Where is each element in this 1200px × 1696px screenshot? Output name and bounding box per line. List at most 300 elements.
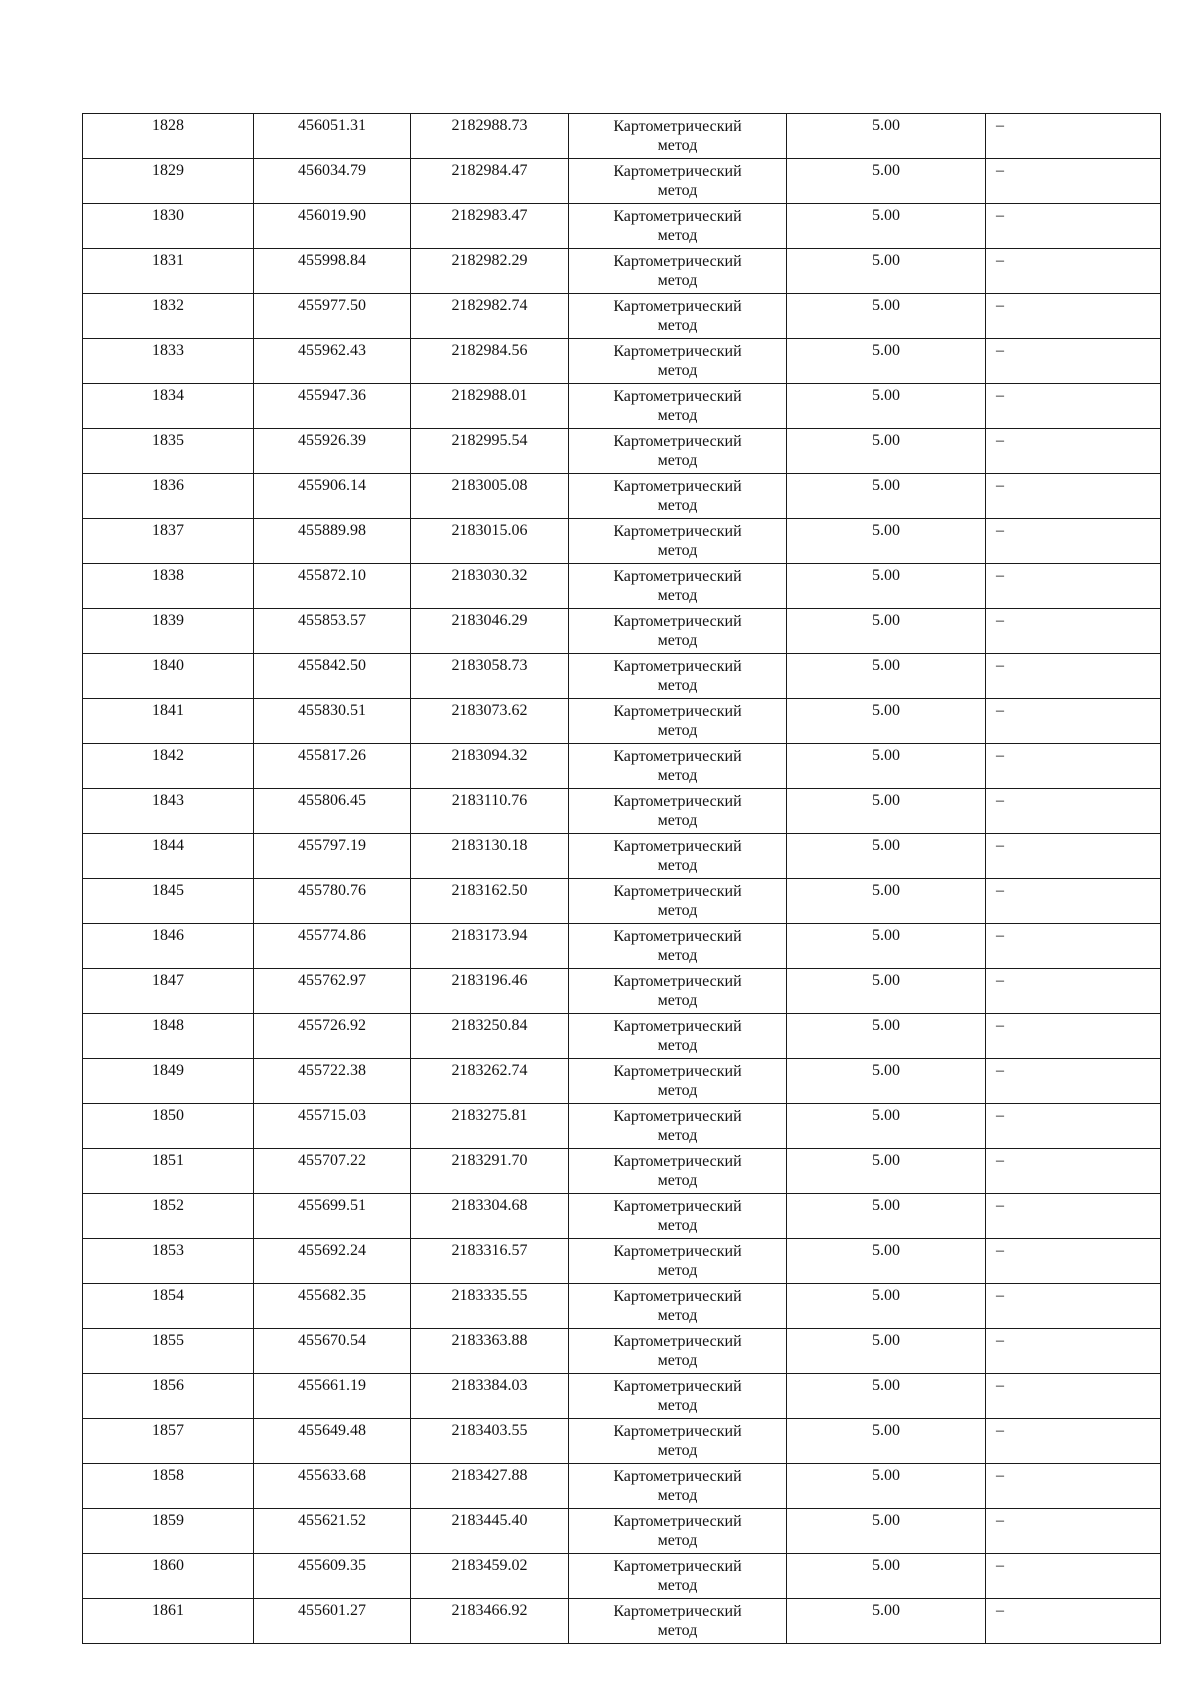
method-line-1: Картометрический — [613, 1378, 742, 1395]
method-line-2: метод — [657, 632, 698, 649]
point-number-cell: 1861 — [83, 1599, 254, 1644]
table-row — [83, 384, 1161, 429]
description-cell: – — [986, 1599, 1161, 1644]
point-number-cell: 1837 — [83, 519, 254, 564]
x-coordinate-cell: 455682.35 — [254, 1284, 411, 1329]
table-row — [83, 699, 1161, 744]
description-cell: – — [986, 744, 1161, 789]
x-coordinate-cell: 455670.54 — [254, 1329, 411, 1374]
x-coordinate-cell: 455797.19 — [254, 834, 411, 879]
method-line-2: метод — [657, 992, 698, 1009]
method-line-2: метод — [657, 902, 698, 919]
point-number-cell: 1842 — [83, 744, 254, 789]
description-cell: – — [986, 969, 1161, 1014]
method-line-2: метод — [657, 1352, 698, 1369]
method-line-1: Картометрический — [613, 793, 742, 810]
table-row — [83, 1509, 1161, 1554]
table-row — [83, 1284, 1161, 1329]
accuracy-cell: 5.00 — [787, 339, 986, 384]
table-row — [83, 834, 1161, 879]
method-line-1: Картометрический — [613, 1288, 742, 1305]
accuracy-cell: 5.00 — [787, 204, 986, 249]
accuracy-cell: 5.00 — [787, 609, 986, 654]
x-coordinate-cell: 455817.26 — [254, 744, 411, 789]
method-line-1: Картометрический — [613, 1108, 742, 1125]
point-number-cell: 1860 — [83, 1554, 254, 1599]
point-number-cell: 1853 — [83, 1239, 254, 1284]
method-line-2: метод — [657, 767, 698, 784]
accuracy-cell: 5.00 — [787, 474, 986, 519]
method-line-2: метод — [657, 947, 698, 964]
table-row — [83, 1194, 1161, 1239]
x-coordinate-cell: 455762.97 — [254, 969, 411, 1014]
accuracy-cell: 5.00 — [787, 1014, 986, 1059]
description-cell: – — [986, 474, 1161, 519]
x-coordinate-cell: 455621.52 — [254, 1509, 411, 1554]
point-number-cell: 1855 — [83, 1329, 254, 1374]
description-cell: – — [986, 834, 1161, 879]
table-row — [83, 429, 1161, 474]
point-number-cell: 1845 — [83, 879, 254, 924]
method-line-2: метод — [657, 1217, 698, 1234]
description-cell: – — [986, 1554, 1161, 1599]
method-line-1: Картометрический — [613, 523, 742, 540]
method-cell — [569, 249, 787, 294]
x-coordinate-cell: 455947.36 — [254, 384, 411, 429]
method-cell — [569, 564, 787, 609]
method-cell — [569, 339, 787, 384]
x-coordinate-cell: 455774.86 — [254, 924, 411, 969]
description-cell: – — [986, 699, 1161, 744]
method-line-2: метод — [657, 542, 698, 559]
point-number-cell: 1857 — [83, 1419, 254, 1464]
method-cell — [569, 879, 787, 924]
accuracy-cell: 5.00 — [787, 519, 986, 564]
table-row — [83, 564, 1161, 609]
y-coordinate-cell: 2183427.88 — [411, 1464, 569, 1509]
x-coordinate-cell: 455830.51 — [254, 699, 411, 744]
method-line-1: Картометрический — [613, 298, 742, 315]
x-coordinate-cell: 456034.79 — [254, 159, 411, 204]
point-number-cell: 1851 — [83, 1149, 254, 1194]
method-line-1: Картометрический — [613, 1198, 742, 1215]
y-coordinate-cell: 2183291.70 — [411, 1149, 569, 1194]
point-number-cell: 1844 — [83, 834, 254, 879]
accuracy-cell: 5.00 — [787, 1329, 986, 1374]
table-row — [83, 1329, 1161, 1374]
method-line-2: метод — [657, 1442, 698, 1459]
method-line-2: метод — [657, 182, 698, 199]
description-cell: – — [986, 384, 1161, 429]
method-line-1: Картометрический — [613, 1603, 742, 1620]
y-coordinate-cell: 2183110.76 — [411, 789, 569, 834]
y-coordinate-cell: 2183196.46 — [411, 969, 569, 1014]
method-line-2: метод — [657, 1262, 698, 1279]
method-line-2: метод — [657, 1532, 698, 1549]
y-coordinate-cell: 2182988.01 — [411, 384, 569, 429]
method-cell — [569, 204, 787, 249]
point-number-cell: 1850 — [83, 1104, 254, 1149]
table-row — [83, 1104, 1161, 1149]
method-line-1: Картометрический — [613, 838, 742, 855]
method-cell — [569, 384, 787, 429]
y-coordinate-cell: 2182995.54 — [411, 429, 569, 474]
method-cell — [569, 969, 787, 1014]
method-cell — [569, 1284, 787, 1329]
accuracy-cell: 5.00 — [787, 879, 986, 924]
method-cell — [569, 1149, 787, 1194]
method-cell — [569, 1419, 787, 1464]
method-line-2: метод — [657, 1127, 698, 1144]
y-coordinate-cell: 2183130.18 — [411, 834, 569, 879]
point-number-cell: 1832 — [83, 294, 254, 339]
table-row — [83, 789, 1161, 834]
table-row — [83, 1554, 1161, 1599]
accuracy-cell: 5.00 — [787, 384, 986, 429]
accuracy-cell: 5.00 — [787, 789, 986, 834]
method-line-1: Картометрический — [613, 1153, 742, 1170]
x-coordinate-cell: 455906.14 — [254, 474, 411, 519]
accuracy-cell: 5.00 — [787, 1599, 986, 1644]
table-row — [83, 249, 1161, 294]
accuracy-cell: 5.00 — [787, 564, 986, 609]
method-line-2: метод — [657, 1307, 698, 1324]
x-coordinate-cell: 455699.51 — [254, 1194, 411, 1239]
method-cell — [569, 924, 787, 969]
description-cell: – — [986, 1014, 1161, 1059]
method-cell — [569, 114, 787, 159]
description-cell: – — [986, 249, 1161, 294]
accuracy-cell: 5.00 — [787, 924, 986, 969]
point-number-cell: 1854 — [83, 1284, 254, 1329]
table-row — [83, 204, 1161, 249]
accuracy-cell: 5.00 — [787, 429, 986, 474]
method-cell — [569, 1464, 787, 1509]
description-cell: – — [986, 429, 1161, 474]
x-coordinate-cell: 456051.31 — [254, 114, 411, 159]
point-number-cell: 1848 — [83, 1014, 254, 1059]
table-row — [83, 969, 1161, 1014]
x-coordinate-cell: 455601.27 — [254, 1599, 411, 1644]
point-number-cell: 1858 — [83, 1464, 254, 1509]
method-line-2: метод — [657, 227, 698, 244]
description-cell: – — [986, 114, 1161, 159]
point-number-cell: 1852 — [83, 1194, 254, 1239]
method-cell — [569, 1599, 787, 1644]
accuracy-cell: 5.00 — [787, 1284, 986, 1329]
point-number-cell: 1849 — [83, 1059, 254, 1104]
table-row — [83, 159, 1161, 204]
y-coordinate-cell: 2183466.92 — [411, 1599, 569, 1644]
description-cell: – — [986, 204, 1161, 249]
method-cell — [569, 1329, 787, 1374]
accuracy-cell: 5.00 — [787, 249, 986, 294]
method-line-1: Картометрический — [613, 163, 742, 180]
y-coordinate-cell: 2182982.29 — [411, 249, 569, 294]
method-line-1: Картометрический — [613, 1513, 742, 1530]
point-number-cell: 1829 — [83, 159, 254, 204]
point-number-cell: 1843 — [83, 789, 254, 834]
y-coordinate-cell: 2183335.55 — [411, 1284, 569, 1329]
accuracy-cell: 5.00 — [787, 114, 986, 159]
table-row — [83, 114, 1161, 159]
method-line-2: метод — [657, 1577, 698, 1594]
point-number-cell: 1830 — [83, 204, 254, 249]
method-line-1: Картометрический — [613, 1243, 742, 1260]
method-cell — [569, 1014, 787, 1059]
x-coordinate-cell: 455977.50 — [254, 294, 411, 339]
method-line-1: Картометрический — [613, 208, 742, 225]
method-cell — [569, 834, 787, 879]
x-coordinate-cell: 455707.22 — [254, 1149, 411, 1194]
description-cell: – — [986, 1239, 1161, 1284]
description-cell: – — [986, 1464, 1161, 1509]
method-line-1: Картометрический — [613, 478, 742, 495]
table-row — [83, 879, 1161, 924]
method-cell — [569, 1509, 787, 1554]
description-cell: – — [986, 1104, 1161, 1149]
description-cell: – — [986, 339, 1161, 384]
table-row — [83, 1059, 1161, 1104]
y-coordinate-cell: 2183094.32 — [411, 744, 569, 789]
method-line-2: метод — [657, 497, 698, 514]
description-cell: – — [986, 654, 1161, 699]
accuracy-cell: 5.00 — [787, 834, 986, 879]
x-coordinate-cell: 455726.92 — [254, 1014, 411, 1059]
accuracy-cell: 5.00 — [787, 159, 986, 204]
coordinates-table — [82, 113, 1161, 1644]
description-cell: – — [986, 609, 1161, 654]
x-coordinate-cell: 455806.45 — [254, 789, 411, 834]
point-number-cell: 1846 — [83, 924, 254, 969]
method-cell — [569, 474, 787, 519]
y-coordinate-cell: 2183162.50 — [411, 879, 569, 924]
method-cell — [569, 609, 787, 654]
table-row — [83, 1464, 1161, 1509]
method-line-1: Картометрический — [613, 1468, 742, 1485]
method-line-1: Картометрический — [613, 658, 742, 675]
method-line-2: метод — [657, 722, 698, 739]
accuracy-cell: 5.00 — [787, 1194, 986, 1239]
description-cell: – — [986, 294, 1161, 339]
point-number-cell: 1847 — [83, 969, 254, 1014]
table-row — [83, 339, 1161, 384]
table-row — [83, 474, 1161, 519]
x-coordinate-cell: 455715.03 — [254, 1104, 411, 1149]
description-cell: – — [986, 1284, 1161, 1329]
point-number-cell: 1859 — [83, 1509, 254, 1554]
method-line-1: Картометрический — [613, 433, 742, 450]
method-line-1: Картометрический — [613, 253, 742, 270]
y-coordinate-cell: 2183058.73 — [411, 654, 569, 699]
method-cell — [569, 429, 787, 474]
method-cell — [569, 294, 787, 339]
method-line-2: метод — [657, 587, 698, 604]
accuracy-cell: 5.00 — [787, 1149, 986, 1194]
point-number-cell: 1835 — [83, 429, 254, 474]
x-coordinate-cell: 456019.90 — [254, 204, 411, 249]
table-row — [83, 519, 1161, 564]
accuracy-cell: 5.00 — [787, 654, 986, 699]
description-cell: – — [986, 789, 1161, 834]
description-cell: – — [986, 1194, 1161, 1239]
y-coordinate-cell: 2183304.68 — [411, 1194, 569, 1239]
accuracy-cell: 5.00 — [787, 1509, 986, 1554]
method-line-2: метод — [657, 1082, 698, 1099]
x-coordinate-cell: 455722.38 — [254, 1059, 411, 1104]
method-cell — [569, 1059, 787, 1104]
method-line-1: Картометрический — [613, 343, 742, 360]
y-coordinate-cell: 2182984.56 — [411, 339, 569, 384]
x-coordinate-cell: 455853.57 — [254, 609, 411, 654]
x-coordinate-cell: 455609.35 — [254, 1554, 411, 1599]
method-line-2: метод — [657, 1037, 698, 1054]
x-coordinate-cell: 455926.39 — [254, 429, 411, 474]
accuracy-cell: 5.00 — [787, 1104, 986, 1149]
table-row — [83, 1014, 1161, 1059]
description-cell: – — [986, 519, 1161, 564]
description-cell: – — [986, 879, 1161, 924]
method-line-2: метод — [657, 272, 698, 289]
method-line-2: метод — [657, 812, 698, 829]
table-row — [83, 654, 1161, 699]
method-cell — [569, 744, 787, 789]
y-coordinate-cell: 2183275.81 — [411, 1104, 569, 1149]
description-cell: – — [986, 1419, 1161, 1464]
y-coordinate-cell: 2182984.47 — [411, 159, 569, 204]
method-line-1: Картометрический — [613, 1018, 742, 1035]
table-row — [83, 1599, 1161, 1644]
point-number-cell: 1831 — [83, 249, 254, 294]
table-row — [83, 924, 1161, 969]
x-coordinate-cell: 455998.84 — [254, 249, 411, 294]
y-coordinate-cell: 2183445.40 — [411, 1509, 569, 1554]
method-line-2: метод — [657, 407, 698, 424]
method-line-1: Картометрический — [613, 388, 742, 405]
method-cell — [569, 519, 787, 564]
method-line-1: Картометрический — [613, 748, 742, 765]
method-line-1: Картометрический — [613, 1423, 742, 1440]
y-coordinate-cell: 2183015.06 — [411, 519, 569, 564]
method-line-2: метод — [657, 362, 698, 379]
method-line-2: метод — [657, 857, 698, 874]
accuracy-cell: 5.00 — [787, 1464, 986, 1509]
method-line-2: метод — [657, 452, 698, 469]
table-row — [83, 1374, 1161, 1419]
method-line-1: Картометрический — [613, 883, 742, 900]
method-line-1: Картометрический — [613, 613, 742, 630]
y-coordinate-cell: 2182983.47 — [411, 204, 569, 249]
x-coordinate-cell: 455780.76 — [254, 879, 411, 924]
method-cell — [569, 1194, 787, 1239]
y-coordinate-cell: 2183363.88 — [411, 1329, 569, 1374]
point-number-cell: 1834 — [83, 384, 254, 429]
description-cell: – — [986, 1329, 1161, 1374]
method-line-1: Картометрический — [613, 928, 742, 945]
description-cell: – — [986, 1374, 1161, 1419]
y-coordinate-cell: 2183173.94 — [411, 924, 569, 969]
accuracy-cell: 5.00 — [787, 1059, 986, 1104]
table-row — [83, 609, 1161, 654]
description-cell: – — [986, 159, 1161, 204]
method-line-2: метод — [657, 137, 698, 154]
method-line-1: Картометрический — [613, 703, 742, 720]
x-coordinate-cell: 455962.43 — [254, 339, 411, 384]
method-line-1: Картометрический — [613, 973, 742, 990]
accuracy-cell: 5.00 — [787, 699, 986, 744]
accuracy-cell: 5.00 — [787, 1419, 986, 1464]
x-coordinate-cell: 455661.19 — [254, 1374, 411, 1419]
method-cell — [569, 159, 787, 204]
method-cell — [569, 1554, 787, 1599]
method-line-1: Картометрический — [613, 1558, 742, 1575]
y-coordinate-cell: 2182982.74 — [411, 294, 569, 339]
accuracy-cell: 5.00 — [787, 744, 986, 789]
y-coordinate-cell: 2183459.02 — [411, 1554, 569, 1599]
description-cell: – — [986, 1149, 1161, 1194]
method-cell — [569, 1374, 787, 1419]
method-line-1: Картометрический — [613, 118, 742, 135]
y-coordinate-cell: 2183262.74 — [411, 1059, 569, 1104]
description-cell: – — [986, 564, 1161, 609]
method-line-1: Картометрический — [613, 1333, 742, 1350]
y-coordinate-cell: 2183073.62 — [411, 699, 569, 744]
method-line-2: метод — [657, 1397, 698, 1414]
method-cell — [569, 1104, 787, 1149]
table-row — [83, 744, 1161, 789]
x-coordinate-cell: 455692.24 — [254, 1239, 411, 1284]
point-number-cell: 1840 — [83, 654, 254, 699]
table-row — [83, 1149, 1161, 1194]
accuracy-cell: 5.00 — [787, 1239, 986, 1284]
method-line-2: метод — [657, 1172, 698, 1189]
x-coordinate-cell: 455649.48 — [254, 1419, 411, 1464]
point-number-cell: 1828 — [83, 114, 254, 159]
point-number-cell: 1833 — [83, 339, 254, 384]
method-cell — [569, 1239, 787, 1284]
point-number-cell: 1841 — [83, 699, 254, 744]
method-line-1: Картометрический — [613, 568, 742, 585]
method-line-1: Картометрический — [613, 1063, 742, 1080]
accuracy-cell: 5.00 — [787, 1374, 986, 1419]
method-cell — [569, 699, 787, 744]
table-row — [83, 1419, 1161, 1464]
y-coordinate-cell: 2183316.57 — [411, 1239, 569, 1284]
point-number-cell: 1836 — [83, 474, 254, 519]
method-line-2: метод — [657, 1622, 698, 1639]
method-line-2: метод — [657, 317, 698, 334]
x-coordinate-cell: 455633.68 — [254, 1464, 411, 1509]
y-coordinate-cell: 2182988.73 — [411, 114, 569, 159]
method-line-2: метод — [657, 1487, 698, 1504]
coordinates-table-body — [83, 114, 1161, 1644]
accuracy-cell: 5.00 — [787, 1554, 986, 1599]
description-cell: – — [986, 1509, 1161, 1554]
description-cell: – — [986, 924, 1161, 969]
x-coordinate-cell: 455889.98 — [254, 519, 411, 564]
method-line-2: метод — [657, 677, 698, 694]
x-coordinate-cell: 455842.50 — [254, 654, 411, 699]
y-coordinate-cell: 2183403.55 — [411, 1419, 569, 1464]
method-cell — [569, 789, 787, 834]
method-cell — [569, 654, 787, 699]
table-row — [83, 1239, 1161, 1284]
point-number-cell: 1839 — [83, 609, 254, 654]
y-coordinate-cell: 2183005.08 — [411, 474, 569, 519]
table-row — [83, 294, 1161, 339]
y-coordinate-cell: 2183046.29 — [411, 609, 569, 654]
point-number-cell: 1838 — [83, 564, 254, 609]
